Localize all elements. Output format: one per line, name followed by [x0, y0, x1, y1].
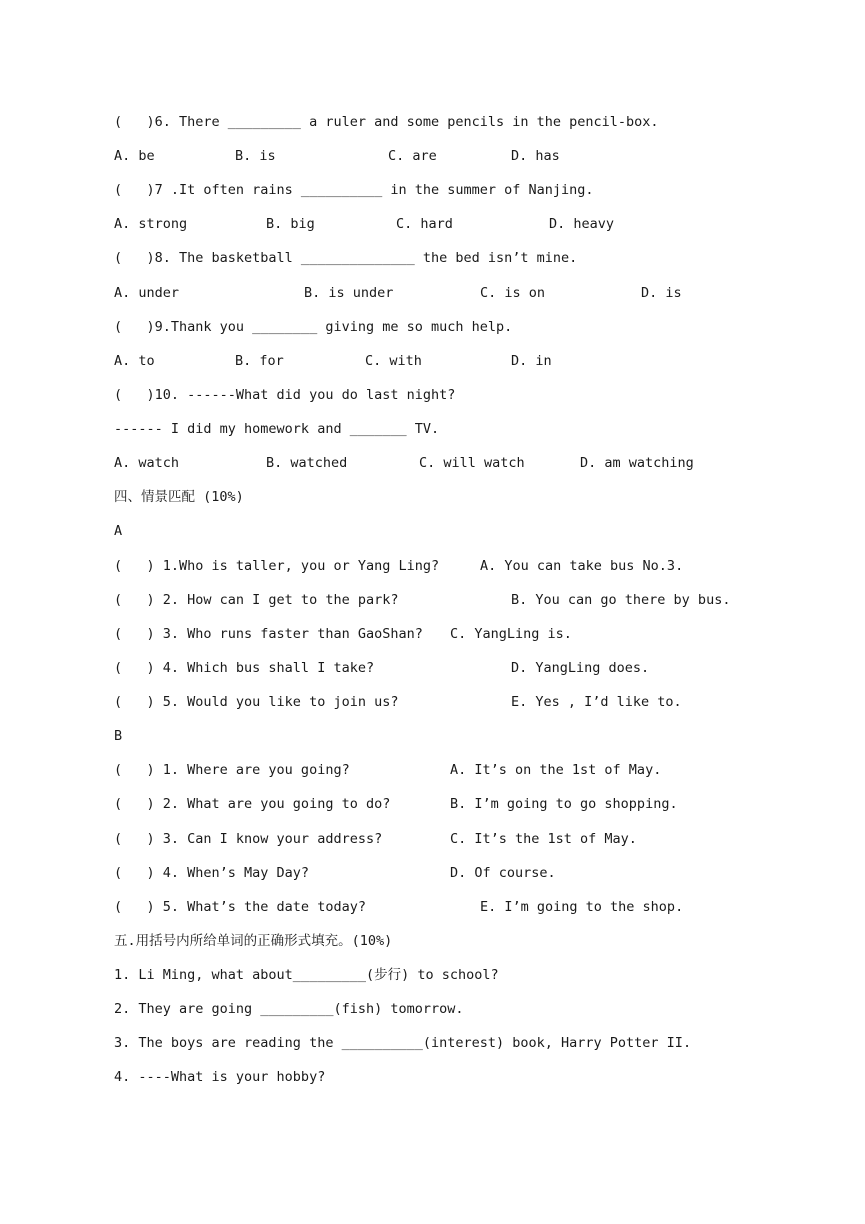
question-6-options: [114, 146, 814, 166]
question-8-options: [114, 283, 814, 303]
option-b: B. big: [266, 216, 315, 232]
option-a: A. be: [114, 148, 155, 164]
match-answer: C. It’s the 1st of May.: [450, 831, 637, 847]
option-b: B. is: [235, 148, 276, 164]
match-answer: B. I’m going to go shopping.: [450, 796, 678, 812]
fill-in-item-2: 2. They are going _________(fish) tomorrow.: [114, 1001, 464, 1017]
match-row: [114, 590, 814, 610]
option-c: C. hard: [396, 216, 453, 232]
match-answer: D. Of course.: [450, 865, 556, 881]
match-answer: A. You can take bus No.3.: [480, 558, 684, 574]
section-4-title: 四、情景匹配 (10%): [114, 489, 244, 505]
match-row: [114, 760, 814, 780]
option-b: B. for: [235, 353, 284, 369]
match-row: [114, 624, 814, 644]
fill-in-item-3: 3. The boys are reading the __________(interest) book, Harry Potter II.: [114, 1035, 692, 1051]
match-question: ( ) 2. What are you going to do?: [114, 796, 391, 812]
match-question: ( ) 5. Would you like to join us?: [114, 694, 399, 710]
question-6-stem: ( )6. There _________ a ruler and some pencils in the pencil-box.: [114, 114, 659, 130]
option-d: D. has: [511, 148, 560, 164]
option-a: A. under: [114, 285, 180, 301]
option-d: D. in: [511, 353, 552, 369]
match-answer: A. It’s on the 1st of May.: [450, 762, 662, 778]
option-a: A. to: [114, 353, 155, 369]
match-answer: D. YangLing does.: [511, 660, 650, 676]
match-row: [114, 794, 814, 814]
match-answer: E. Yes , I’d like to.: [511, 694, 682, 710]
match-row: [114, 556, 814, 576]
match-question: ( ) 2. How can I get to the park?: [114, 592, 399, 608]
option-d: D. is: [641, 285, 682, 301]
option-b: B. is under: [304, 285, 394, 301]
match-answer: E. I’m going to the shop.: [480, 899, 684, 915]
fill-in-item-1: 1. Li Ming, what about_________(步行) to school?: [114, 967, 499, 983]
option-a: A. watch: [114, 455, 180, 471]
match-question: ( ) 1.Who is taller, you or Yang Ling?: [114, 558, 440, 574]
match-answer: C. YangLing is.: [450, 626, 572, 642]
match-row: [114, 658, 814, 678]
option-b: B. watched: [266, 455, 348, 471]
option-c: C. is on: [480, 285, 546, 301]
fill-in-item-4: 4. ----What is your hobby?: [114, 1069, 326, 1085]
section-4-part-a-label: A: [114, 523, 123, 539]
section-4-part-b-label: B: [114, 728, 123, 744]
match-question: ( ) 3. Who runs faster than GaoShan?: [114, 626, 423, 642]
question-10-options: [114, 453, 814, 473]
option-a: A. strong: [114, 216, 188, 232]
question-8-stem: ( )8. The basketball ______________ the bed isn’t mine.: [114, 250, 578, 266]
match-question: ( ) 1. Where are you going?: [114, 762, 350, 778]
question-10-stem: ( )10. ------What did you do last night?: [114, 387, 456, 403]
option-c: C. will watch: [419, 455, 525, 471]
match-answer: B. You can go there by bus.: [511, 592, 731, 608]
match-question: ( ) 4. When’s May Day?: [114, 865, 310, 881]
section-5-title: 五.用括号内所给单词的正确形式填充。(10%): [114, 933, 393, 949]
match-row: [114, 692, 814, 712]
match-question: ( ) 5. What’s the date today?: [114, 899, 366, 915]
question-7-stem: ( )7 .It often rains __________ in the summer of Nanjing.: [114, 182, 594, 198]
question-9-stem: ( )9.Thank you ________ giving me so much help.: [114, 319, 513, 335]
match-row: [114, 863, 814, 883]
question-10-response: ------ I did my homework and _______ TV.: [114, 421, 440, 437]
match-question: ( ) 4. Which bus shall I take?: [114, 660, 375, 676]
question-7-options: [114, 214, 814, 234]
option-c: C. with: [365, 353, 422, 369]
option-d: D. heavy: [549, 216, 615, 232]
match-row: [114, 829, 814, 849]
option-c: C. are: [388, 148, 437, 164]
option-d: D. am watching: [580, 455, 694, 471]
question-9-options: [114, 351, 814, 371]
match-row: [114, 897, 814, 917]
match-question: ( ) 3. Can I know your address?: [114, 831, 383, 847]
